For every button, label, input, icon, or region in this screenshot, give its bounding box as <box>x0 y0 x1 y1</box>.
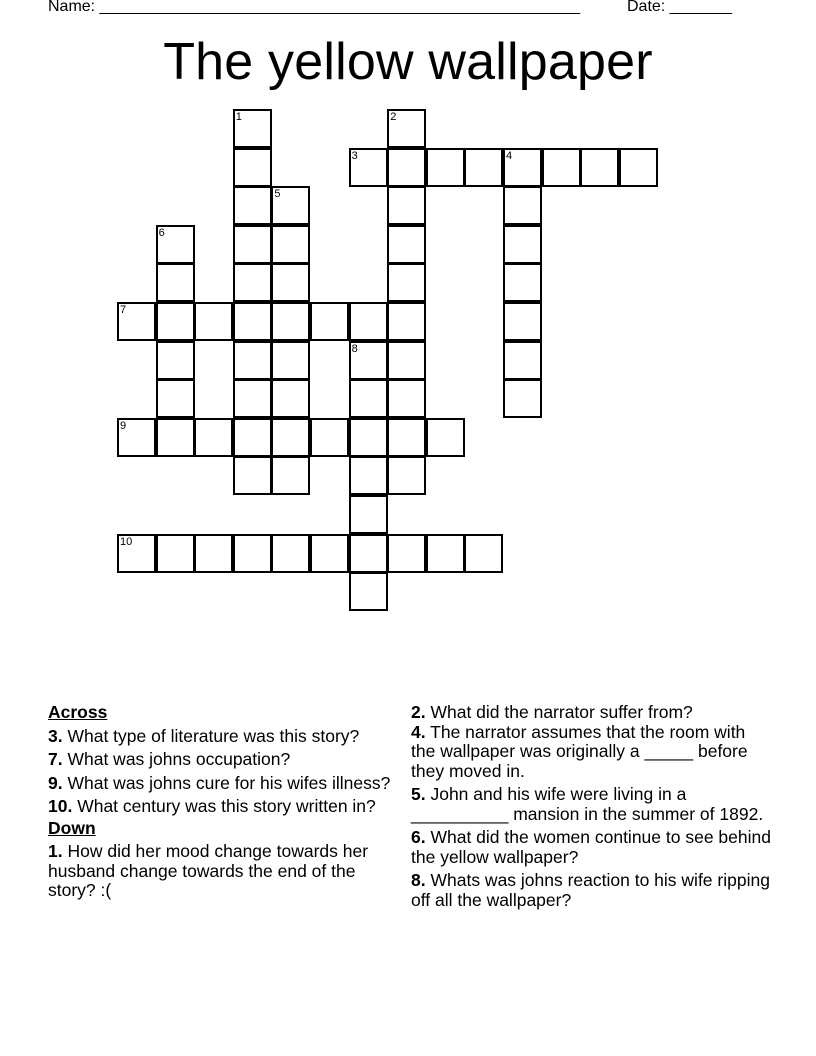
grid-cell[interactable] <box>271 418 310 457</box>
clue-down-2: 2. What did the narrator suffer from? <box>411 702 693 722</box>
grid-cell[interactable] <box>349 572 388 611</box>
grid-cell[interactable] <box>503 302 542 341</box>
grid-cell[interactable] <box>503 341 542 380</box>
across-heading: Across <box>48 702 108 722</box>
grid-cell[interactable] <box>194 418 233 457</box>
grid-cell[interactable] <box>156 341 195 380</box>
clue-down-1: 1. How did her mood change towards her husband change towards the end of the story? :( <box>48 841 369 900</box>
puzzle-title: The yellow wallpaper <box>163 33 653 91</box>
grid-cell[interactable] <box>117 534 156 573</box>
grid-cell[interactable] <box>387 418 426 457</box>
clue-number: 5 <box>274 188 281 201</box>
grid-cell[interactable] <box>387 263 426 302</box>
clue-number: 2 <box>390 111 397 123</box>
grid-cell[interactable] <box>580 148 619 187</box>
grid-cell[interactable] <box>156 534 195 573</box>
clue-number: 10 <box>120 535 133 548</box>
clue-down-8: 8. Whats was johns reaction to his wife ripping off all the wallpaper? <box>411 870 770 910</box>
grid-cell[interactable] <box>503 148 542 187</box>
grid-cell[interactable] <box>233 263 272 302</box>
grid-cell[interactable] <box>156 418 195 457</box>
grid-cell[interactable] <box>194 534 233 573</box>
grid-cell[interactable] <box>503 186 542 225</box>
grid-cell[interactable] <box>387 534 426 573</box>
grid-cell[interactable] <box>271 225 310 264</box>
clue-down-5: 5. John and his wife were living in a __________ mansion in the summer of 1892. <box>411 784 764 824</box>
grid-cell[interactable] <box>156 379 195 418</box>
grid-cell[interactable] <box>387 225 426 264</box>
clue-number: 7 <box>120 304 127 316</box>
clue-down-6: 6. What did the women continue to see behind the yellow wallpaper? <box>411 827 771 867</box>
grid-cell[interactable] <box>464 534 503 573</box>
grid-cell[interactable] <box>271 456 310 495</box>
clues-left-column <box>48 703 403 905</box>
clue-number: 3 <box>351 149 358 162</box>
grid-cell[interactable] <box>233 302 272 341</box>
grid-cell[interactable] <box>233 456 272 495</box>
clue-across-7: 7. What was johns occupation? <box>48 749 291 769</box>
grid-cell[interactable] <box>426 418 465 457</box>
clue-number: 4 <box>506 149 513 162</box>
grid-cell[interactable] <box>156 263 195 302</box>
grid-cell[interactable] <box>271 186 310 225</box>
down-heading: Down <box>48 817 96 838</box>
grid-cell[interactable] <box>233 418 272 457</box>
date-line: Date: _______ <box>627 0 732 15</box>
grid-cell[interactable] <box>349 379 388 418</box>
grid-cell[interactable] <box>233 148 272 187</box>
grid-cell[interactable] <box>349 534 388 573</box>
clue-across-10: 10. What century was this story written in? <box>48 796 376 816</box>
grid-cell[interactable] <box>503 379 542 418</box>
grid-cell[interactable] <box>349 341 388 380</box>
grid-cell[interactable] <box>542 148 581 187</box>
grid-cell[interactable] <box>387 302 426 341</box>
grid-cell[interactable] <box>349 302 388 341</box>
grid-cell[interactable] <box>271 379 310 418</box>
grid-cell[interactable] <box>233 534 272 573</box>
grid-cell[interactable] <box>426 534 465 573</box>
grid-cell[interactable] <box>349 495 388 534</box>
grid-cell[interactable] <box>464 148 503 187</box>
clue-number: 9 <box>120 419 127 432</box>
grid-cell[interactable] <box>117 418 156 457</box>
grid-cell[interactable] <box>271 302 310 341</box>
grid-cell[interactable] <box>387 379 426 418</box>
grid-cell[interactable] <box>349 148 388 187</box>
clue-number: 8 <box>351 342 358 355</box>
grid-cell[interactable] <box>310 534 349 573</box>
grid-cell[interactable] <box>271 263 310 302</box>
grid-cell[interactable] <box>349 456 388 495</box>
grid-cell[interactable] <box>233 225 272 264</box>
grid-cell[interactable] <box>271 341 310 380</box>
grid-cell[interactable] <box>387 109 426 148</box>
grid-cell[interactable] <box>233 109 272 148</box>
grid-cell[interactable] <box>233 186 272 225</box>
clue-across-3: 3. What type of literature was this story? <box>48 725 360 746</box>
grid-cell[interactable] <box>387 456 426 495</box>
clue-number: 6 <box>158 226 165 239</box>
clue-across-9: 9. What was johns cure for his wifes illness? <box>48 772 391 793</box>
grid-cell[interactable] <box>194 302 233 341</box>
name-line: Name: ______________________________________________________ <box>48 0 581 15</box>
clue-down-4: 4. The narrator assumes that the room with the wallpaper was originally a _____ before they moved in. <box>411 721 748 781</box>
grid-cell[interactable] <box>156 225 195 264</box>
grid-cell[interactable] <box>233 379 272 418</box>
grid-cell[interactable] <box>310 418 349 457</box>
grid-cell[interactable] <box>310 302 349 341</box>
grid-cell[interactable] <box>387 341 426 380</box>
grid-cell[interactable] <box>503 263 542 302</box>
clues-right-column <box>411 703 771 914</box>
grid-cell[interactable] <box>426 148 465 187</box>
grid-cell[interactable] <box>233 341 272 380</box>
grid-cell[interactable] <box>349 418 388 457</box>
grid-cell[interactable] <box>387 186 426 225</box>
grid-cell[interactable] <box>503 225 542 264</box>
grid-cell[interactable] <box>156 302 195 341</box>
grid-cell[interactable] <box>271 534 310 573</box>
grid-cell[interactable] <box>117 302 156 341</box>
clue-number: 1 <box>235 111 242 123</box>
grid-cell[interactable] <box>387 148 426 187</box>
grid-cell[interactable] <box>619 148 658 187</box>
